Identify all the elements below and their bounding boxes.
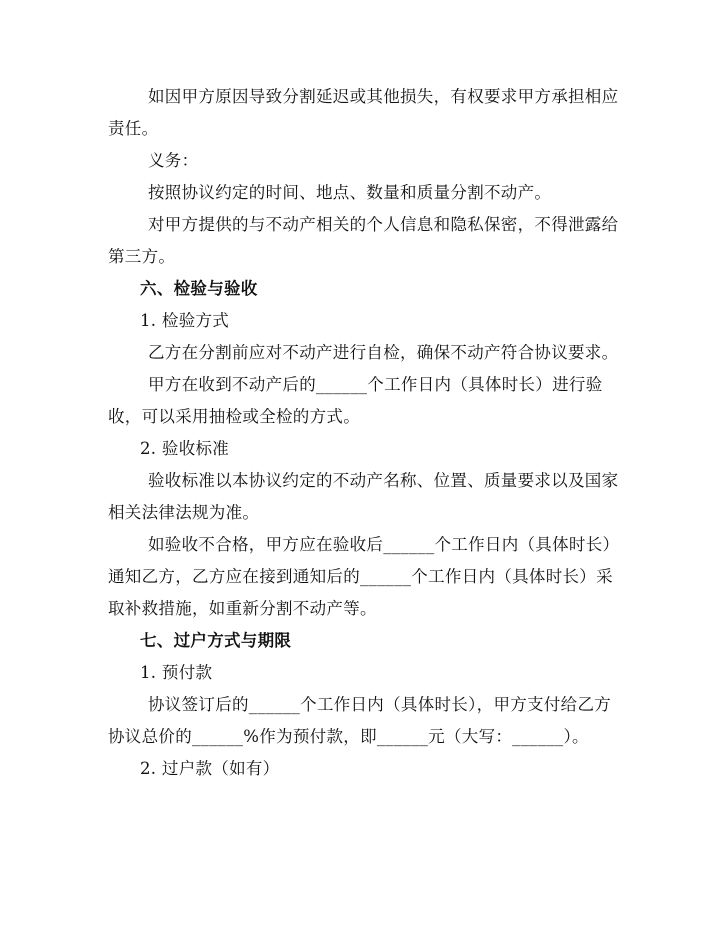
section-heading-6: 六、检验与验收	[140, 279, 258, 298]
duty-label: 义务：	[148, 151, 199, 170]
paragraph-line: 取补救措施，如重新分割不动产等。	[108, 599, 377, 618]
paragraph-line: 通知乙方，乙方应在接到通知后的______个工作日内（具体时长）采	[108, 567, 613, 586]
paragraph-line: 责任。	[108, 119, 159, 138]
paragraph-line: 验收标准以本协议约定的不动产名称、位置、质量要求以及国家	[148, 471, 619, 490]
subsection-heading: 1. 预付款	[140, 663, 213, 682]
paragraph-line: 协议总价的______%作为预付款，即______元（大写：______）。	[108, 727, 589, 746]
paragraph-line: 甲方在收到不动产后的______个工作日内（具体时长）进行验	[148, 375, 603, 394]
subsection-heading: 2. 验收标准	[140, 439, 230, 458]
paragraph-line: 如验收不合格，甲方应在验收后______个工作日内（具体时长）	[148, 535, 620, 554]
paragraph-line: 相关法律法规为准。	[108, 503, 260, 522]
subsection-heading: 2. 过户款（如有）	[140, 759, 280, 778]
section-heading-7: 七、过户方式与期限	[140, 631, 292, 650]
subsection-heading: 1. 检验方式	[140, 311, 230, 330]
paragraph-line: 收，可以采用抽检或全检的方式。	[108, 407, 360, 426]
paragraph-line: 乙方在分割前应对不动产进行自检，确保不动产符合协议要求。	[148, 343, 619, 362]
paragraph-line: 如因甲方原因导致分割延迟或其他损失，有权要求甲方承担相应	[148, 87, 619, 106]
paragraph-line: 对甲方提供的与不动产相关的个人信息和隐私保密，不得泄露给	[148, 215, 619, 234]
paragraph-line: 协议签订后的______个工作日内（具体时长），甲方支付给乙方	[148, 695, 612, 714]
paragraph-line: 按照协议约定的时间、地点、数量和质量分割不动产。	[148, 183, 552, 202]
paragraph-line: 第三方。	[108, 247, 176, 266]
